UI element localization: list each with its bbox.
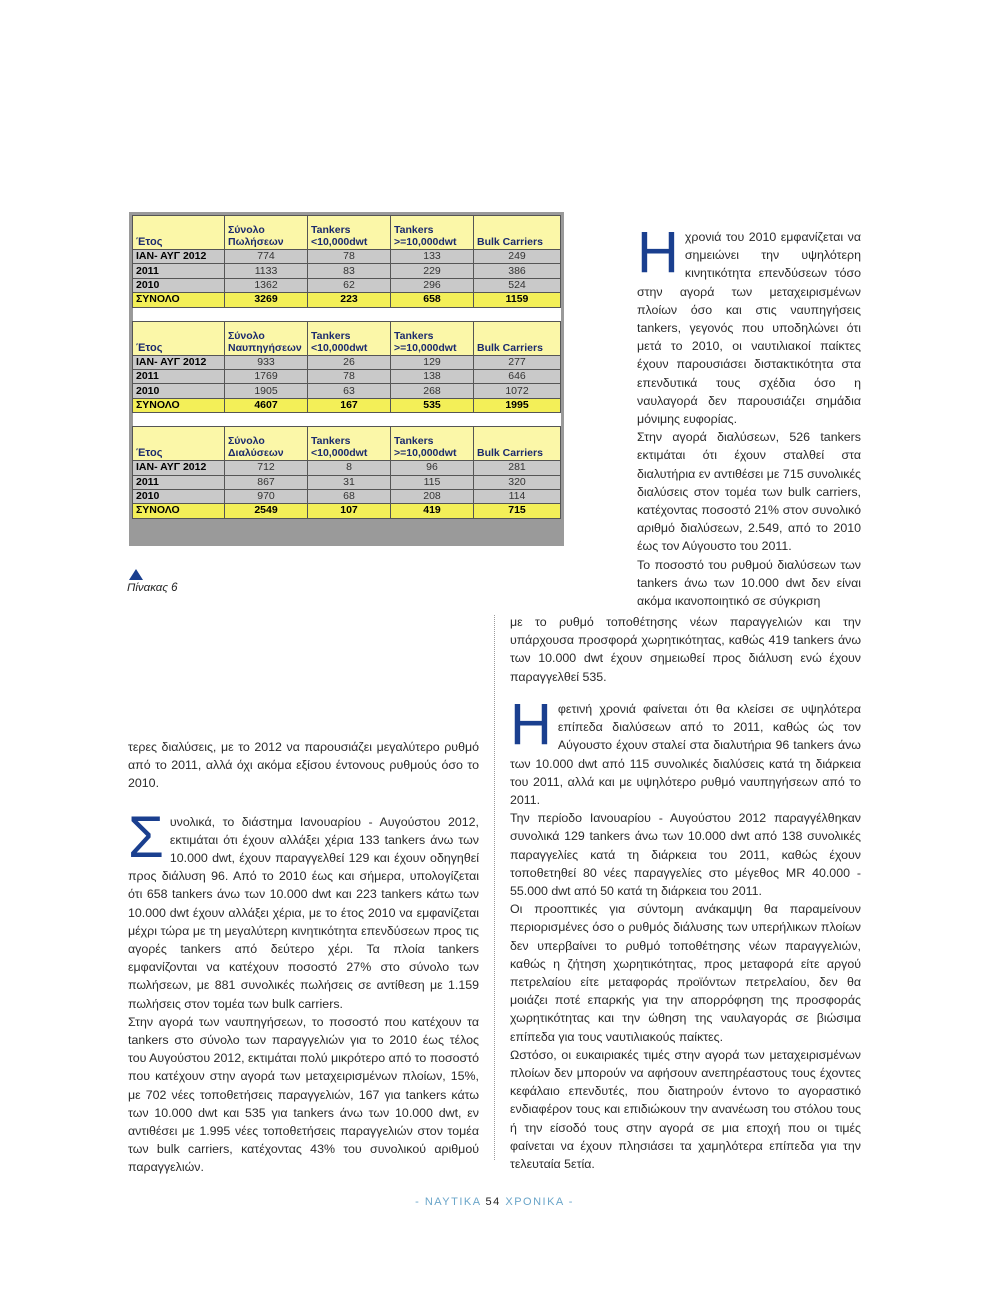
header-bulk: Bulk Carriers: [474, 427, 561, 461]
table-row: [133, 384, 561, 398]
table-header-row: [133, 321, 561, 355]
header-year: Έτος: [133, 321, 225, 355]
paragraph: [510, 692, 861, 809]
table-row: [133, 489, 561, 503]
page-number: 54: [485, 1196, 501, 1208]
header-year: Έτος: [133, 216, 225, 250]
table-cell: 138: [391, 369, 474, 383]
table-cell: 524: [474, 278, 561, 292]
table-spacer: [133, 307, 561, 321]
paragraph: Στην αγορά των ναυπηγήσεων, το ποσοστό που κατέχουν τα tankers στο σύνολο των παραγγελιών για το 2010 έως τέλος του Αυγούστου 2012, εκτιμάται πολύ μικρότερο από το ποσοστό που κατέχουν στην αγορά των μεταχειρισμένων πλοίων, 15%, με 702 νέες τοποθετήσεις παραγγελιών, 167 για tankers κάτω των 10.000 dwt και 535 για tankers άνω των 10.000 dwt, εν αντιθέσει με 1.995 νέες τοποθετήσεις παραγγελιών στον τομέα των bulk carriers, κατέχοντας 43% του συνολικού αριθμού παραγγελιών.: [128, 1014, 479, 1175]
table-cell: 419: [391, 504, 474, 518]
column-divider: [494, 615, 495, 1160]
table-cell: 867: [225, 475, 308, 489]
footer-magazine-left: - ΝΑΥΤΙΚΑ: [415, 1196, 481, 1208]
table-cell: 229: [391, 264, 474, 278]
table-row: [133, 461, 561, 475]
table-cell: 249: [474, 250, 561, 264]
table-cell: 277: [474, 355, 561, 369]
table-cell: 129: [391, 355, 474, 369]
table-cell: 1133: [225, 264, 308, 278]
table-cell: 223: [308, 293, 391, 307]
table-cell: 4607: [225, 398, 308, 412]
statistics-table-image: [129, 212, 564, 546]
table-header-row: [133, 216, 561, 250]
table-cell: 78: [308, 250, 391, 264]
table-row: [133, 355, 561, 369]
table-cell: 26: [308, 355, 391, 369]
table-cell: 68: [308, 489, 391, 503]
header-bulk: Bulk Carriers: [474, 216, 561, 250]
right-column-continuation: [510, 613, 861, 686]
table-cell: 3269: [225, 293, 308, 307]
table-cell: 535: [391, 398, 474, 412]
header-tankers-small: Tankers <10,000dwt: [308, 321, 391, 355]
table-total-row: [133, 398, 561, 412]
table-row: [133, 278, 561, 292]
table-cell: 268: [391, 384, 474, 398]
table-cell: 8: [308, 461, 391, 475]
paragraph: [637, 220, 861, 428]
row-label: ΙΑΝ- ΑΥΓ 2012: [133, 461, 225, 475]
table-cell: 62: [308, 278, 391, 292]
page-footer: [0, 1196, 989, 1208]
statistics-table: [132, 215, 561, 519]
table-cell: 133: [391, 250, 474, 264]
table-cell: 115: [391, 475, 474, 489]
table-cell: 96: [391, 461, 474, 475]
table-cell: 1905: [225, 384, 308, 398]
table-cell: 1769: [225, 369, 308, 383]
table-cell: 63: [308, 384, 391, 398]
table-cell: 281: [474, 461, 561, 475]
left-column: [128, 738, 479, 1177]
table-cell: 167: [308, 398, 391, 412]
row-label: 2011: [133, 264, 225, 278]
header-tankers-large: Tankers >=10,000dwt: [391, 216, 474, 250]
table-cell: 1072: [474, 384, 561, 398]
table-cell: 646: [474, 369, 561, 383]
table-cell: 83: [308, 264, 391, 278]
table-cell: 296: [391, 278, 474, 292]
row-label: ΙΑΝ- ΑΥΓ 2012: [133, 250, 225, 264]
table-caption: Πίνακας 6: [127, 582, 178, 594]
header-total: Σύνολο Διαλύσεων: [225, 427, 308, 461]
paragraph: με το ρυθμό τοποθέτησης νέων παραγγελιών και την υπάρχουσα προσφορά χωρητικότητας, καθώς 419 tankers άνω των 10.000 dwt έχουν σημειωθεί προς διάλυση ενώ έχουν παραγγελθεί 535.: [510, 615, 861, 684]
header-total: Σύνολο Ναυπηγήσεων: [225, 321, 308, 355]
table-cell: 78: [308, 369, 391, 383]
paragraph-text: φετινή χρονιά φαίνεται ότι θα κλείσει σε υψηλότερα επίπεδα διαλύσεων από το 2011, καθώς ώς τον Αύγουστο έχουν σταλεί στα διαλυτήρια 96 tankers άνω των 10.000 dwt από 115 συνολικές διαλύσεις κατά τη διάρκεια του 2011, αλλά και με υψηλότερο ρυθμό ναυπηγήσεων από το 2011.: [510, 702, 861, 808]
table-cell: 1362: [225, 278, 308, 292]
table-total-row: [133, 504, 561, 518]
table-cell: 114: [474, 489, 561, 503]
row-label: 2010: [133, 278, 225, 292]
paragraph: Ωστόσο, οι ευκαιριακές τιμές στην αγορά των μεταχειρισμένων πλοίων δεν μπορούν να αφήσουν ανεπηρέαστους τους έχοντες κεφάλαιο επενδυτές, που διατηρούν έντονο το αγοραστικό ενδιαφέρον τους και επιδιώκουν την ανανέωση του στόλου τους ή την είσοδό τους στην αγορά σε μια εποχή που οι τιμές φαίνεται να έχουν πλησιάσει τα χαμηλότερα επίπεδα για την τελευταία 5ετία.: [510, 1047, 861, 1172]
paragraph: Στην αγορά διαλύσεων, 526 tankers εκτιμάται ότι έχουν σταλθεί στα διαλυτήρια εν αντιθέσει με 715 συνολικές διαλύσεις στον τομέα των bulk carriers, κατέχοντας ποσοστό 21% στον συνολικό αριθμό διαλύσεων, 2.549, από το 2010 έως τον Αύγουστο του 2011.: [637, 430, 861, 554]
row-label: ΣΥΝΟΛΟ: [133, 504, 225, 518]
right-column-bottom: [510, 692, 861, 1173]
table-row: [133, 475, 561, 489]
row-label: ΣΥΝΟΛΟ: [133, 398, 225, 412]
row-label: 2011: [133, 475, 225, 489]
header-tankers-small: Tankers <10,000dwt: [308, 427, 391, 461]
table-cell: 208: [391, 489, 474, 503]
row-label: ΙΑΝ- ΑΥΓ 2012: [133, 355, 225, 369]
row-label: 2010: [133, 489, 225, 503]
header-tankers-large: Tankers >=10,000dwt: [391, 427, 474, 461]
table-cell: 386: [474, 264, 561, 278]
paragraph: Το ποσοστό του ρυθμού διαλύσεων των tankers άνω των 10.000 dwt δεν είναι ακόμα ικανοποιητικό σε σύγκριση: [637, 557, 861, 609]
table-cell: 1159: [474, 293, 561, 307]
table-cell: 715: [474, 504, 561, 518]
header-total: Σύνολο Πωλήσεων: [225, 216, 308, 250]
table-spacer: [133, 413, 561, 427]
table-row: [133, 264, 561, 278]
table-header-row: [133, 427, 561, 461]
table-row: [133, 250, 561, 264]
table-cell: 933: [225, 355, 308, 369]
header-year: Έτος: [133, 427, 225, 461]
table-cell: 107: [308, 504, 391, 518]
row-label: ΣΥΝΟΛΟ: [133, 293, 225, 307]
table-cell: 970: [225, 489, 308, 503]
header-bulk: Bulk Carriers: [474, 321, 561, 355]
row-label: 2011: [133, 369, 225, 383]
triangle-marker-icon: [129, 569, 143, 580]
row-label: 2010: [133, 384, 225, 398]
table-cell: 1995: [474, 398, 561, 412]
paragraph: Την περίοδο Ιανουαρίου - Αυγούστου 2012 παραγγέλθηκαν συνολικά 129 tankers άνω των 10.000 dwt από 138 συνολικές παραγγελίες κατά τη διάρκεια του 2011, καθώς έχουν τοποθετηθεί 80 νέες παραγγελίες στο μέγεθος MR 40.000 - 55.000 dwt από 50 κατά τη διάρκεια του 2011.: [510, 811, 861, 899]
table-cell: 320: [474, 475, 561, 489]
paragraph: τερες διαλύσεις, με το 2012 να παρουσιάζει μεγαλύτερο ρυθμό από το 2011, αλλά όχι ακόμα εξίσου έντονους ρυθμούς όσο το 2010.: [128, 740, 479, 791]
table-cell: 774: [225, 250, 308, 264]
table-cell: 2549: [225, 504, 308, 518]
paragraph-text: χρονιά του 2010 εμφανίζεται να σημειώνει την υψηλότερη κινητικότητα επενδύσεων τόσο στην αγορά των μεταχειρισμένων πλοίων όσο και στις ναυπηγήσεις tankers, γεγονός που υποδηλώνει ότι μετά το 2010, οι ναυτιλιακοί παίκτες έχουν παρουσιάσει διστακτικότητα στα επενδυτικά τους σχέδια όσο η ναυλαγορά δεν παρουσιάζει σημάδια μόνιμης ευφορίας.: [637, 230, 861, 427]
table-cell: 31: [308, 475, 391, 489]
footer-magazine-right: ΧΡΟΝΙΚΑ -: [505, 1196, 574, 1208]
drop-cap: Σ: [128, 804, 164, 870]
paragraph-text: υνολικά, το διάστημα Ιανουαρίου - Αυγούστου 2012, εκτιμάται ότι έχουν αλλάξει χέρια 133 tankers άνω των 10.000 dwt, έχουν παραγγελθεί 129 και έχουν οδηγηθεί προς διάλυση 96. Από το 2010 έως και σήμερα, υπολογίζεται ότι 658 tankers άνω των 10.000 dwt και 223 tankers κάτω των 10.000 dwt έχουν αλλάξει χέρια, με το έτος 2010 να εμφανίζεται μέχρι τώρα με τη μεγαλύτερη κινητικότητα επενδύσεων προς τις αγορές tankers από δεύτερο χέρι. Τα πλοία tankers εμφανίζονται να κατέχουν ποσοστό 27% στο σύνολο των πωλήσεων, με 881 συνολικές πωλήσεις σε αντίθεση με 1.159 πωλήσεις στον τομέα των bulk carriers.: [128, 814, 479, 1011]
header-tankers-large: Tankers >=10,000dwt: [391, 321, 474, 355]
drop-cap: Η: [510, 692, 552, 757]
table-total-row: [133, 293, 561, 307]
table-cell: 712: [225, 461, 308, 475]
right-column-top: [637, 220, 861, 610]
header-tankers-small: Tankers <10,000dwt: [308, 216, 391, 250]
drop-cap: Η: [637, 220, 679, 285]
table-cell: 658: [391, 293, 474, 307]
table-row: [133, 369, 561, 383]
paragraph: Οι προοπτικές για σύντομη ανάκαμψη θα παραμείνουν περιορισμένες όσο ο ρυθμός διάλυσης των υπερήλικων πλοίων δεν υπερβαίνει το ρυθμό τοποθέτησης νέων παραγγελιών, καθώς η ζήτηση χωρητικότητας, προς μεταφορά είτε αργού πετρελαίου είτε μεταφοράς προϊόντων πετρελαίου, δεν θα μοιάζει ποτέ επαρκής για την απορρόφηση της προσφοράς χωρητικότητας και την ώθηση της ναυλαγοράς σε βιώσιμα επίπεδα για τους ναυτιλιακούς παίκτες.: [510, 902, 861, 1044]
paragraph: [128, 804, 479, 1013]
